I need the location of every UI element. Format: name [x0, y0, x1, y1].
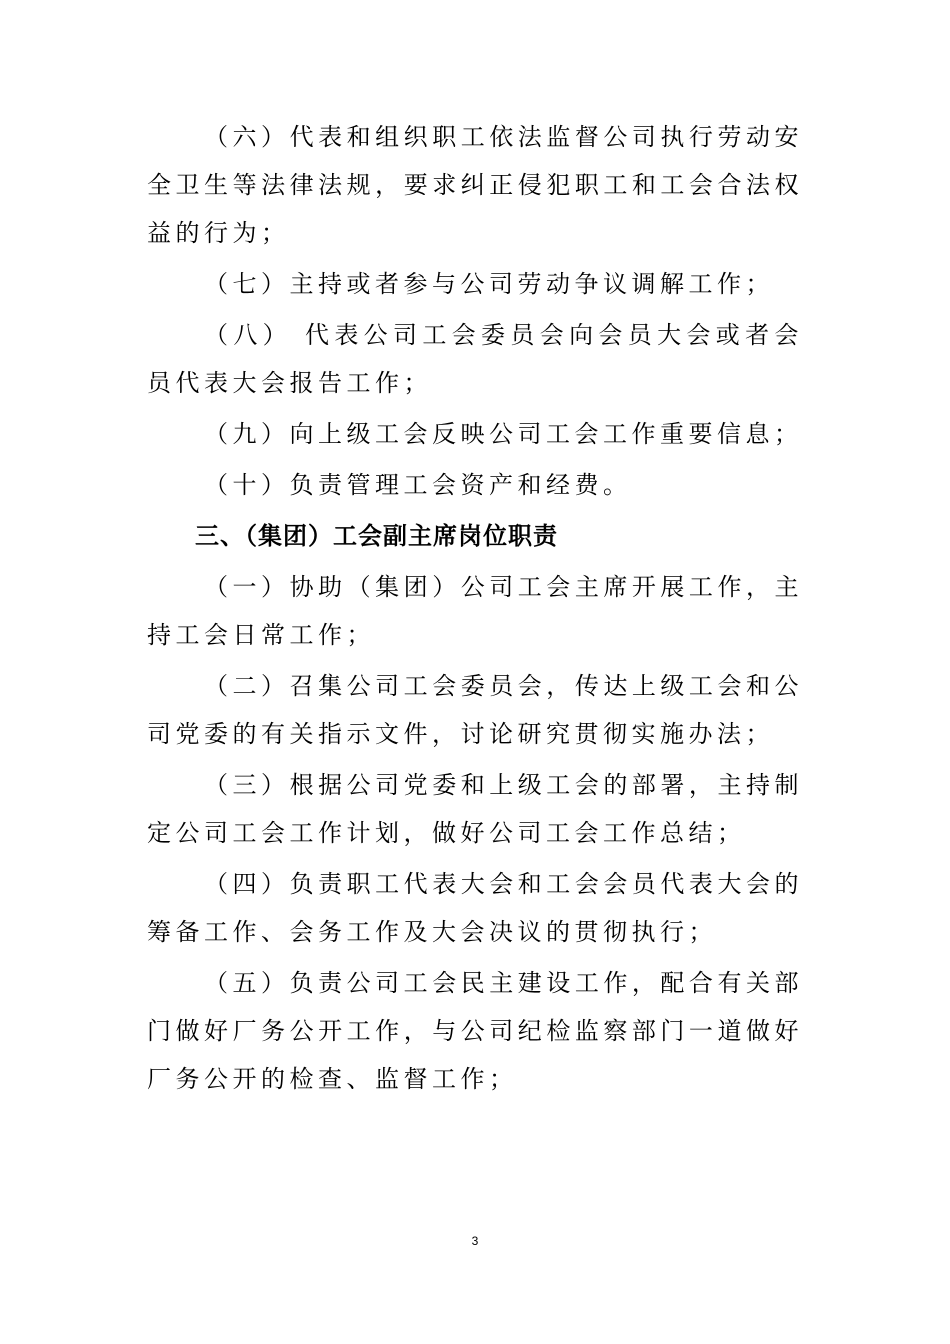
paragraph-item-4: （四）负责职工代表大会和工会会员代表大会的筹备工作、会务工作及大会决议的贯彻执行； [147, 870, 803, 946]
paragraph-item-9: （九）向上级工会反映公司工会工作重要信息； [204, 420, 803, 448]
paragraph-item-6: （六）代表和组织职工依法监督公司执行劳动安全卫生等法律法规，要求纠正侵犯职工和工会合法权益的行为； [147, 123, 803, 247]
paragraph-item-1: （一）协助（集团）公司工会主席开展工作，主持工会日常工作； [147, 573, 803, 649]
page-number: 3 [471, 1234, 479, 1248]
paragraph-item-3: （三）根据公司党委和上级工会的部署，主持制定公司工会工作计划，做好公司工会工作总结； [147, 771, 803, 847]
paragraph-item-8: （八） 代表公司工会委员会向会员大会或者会员代表大会报告工作； [147, 321, 803, 397]
document-body [147, 113, 803, 1106]
paragraph-item-10: （十）负责管理工会资产和经费。 [204, 471, 632, 499]
paragraph-item-5: （五）负责公司工会民主建设工作，配合有关部门做好厂务公开工作，与公司纪检监察部门一道做好厂务公开的检查、监督工作； [147, 969, 803, 1093]
paragraph-item-7: （七）主持或者参与公司劳动争议调解工作； [204, 270, 774, 298]
section-heading: 三、（集团）工会副主席岗位职责 [195, 522, 558, 550]
paragraph-item-2: （二）召集公司工会委员会，传达上级工会和公司党委的有关指示文件，讨论研究贯彻实施办法； [147, 672, 803, 748]
